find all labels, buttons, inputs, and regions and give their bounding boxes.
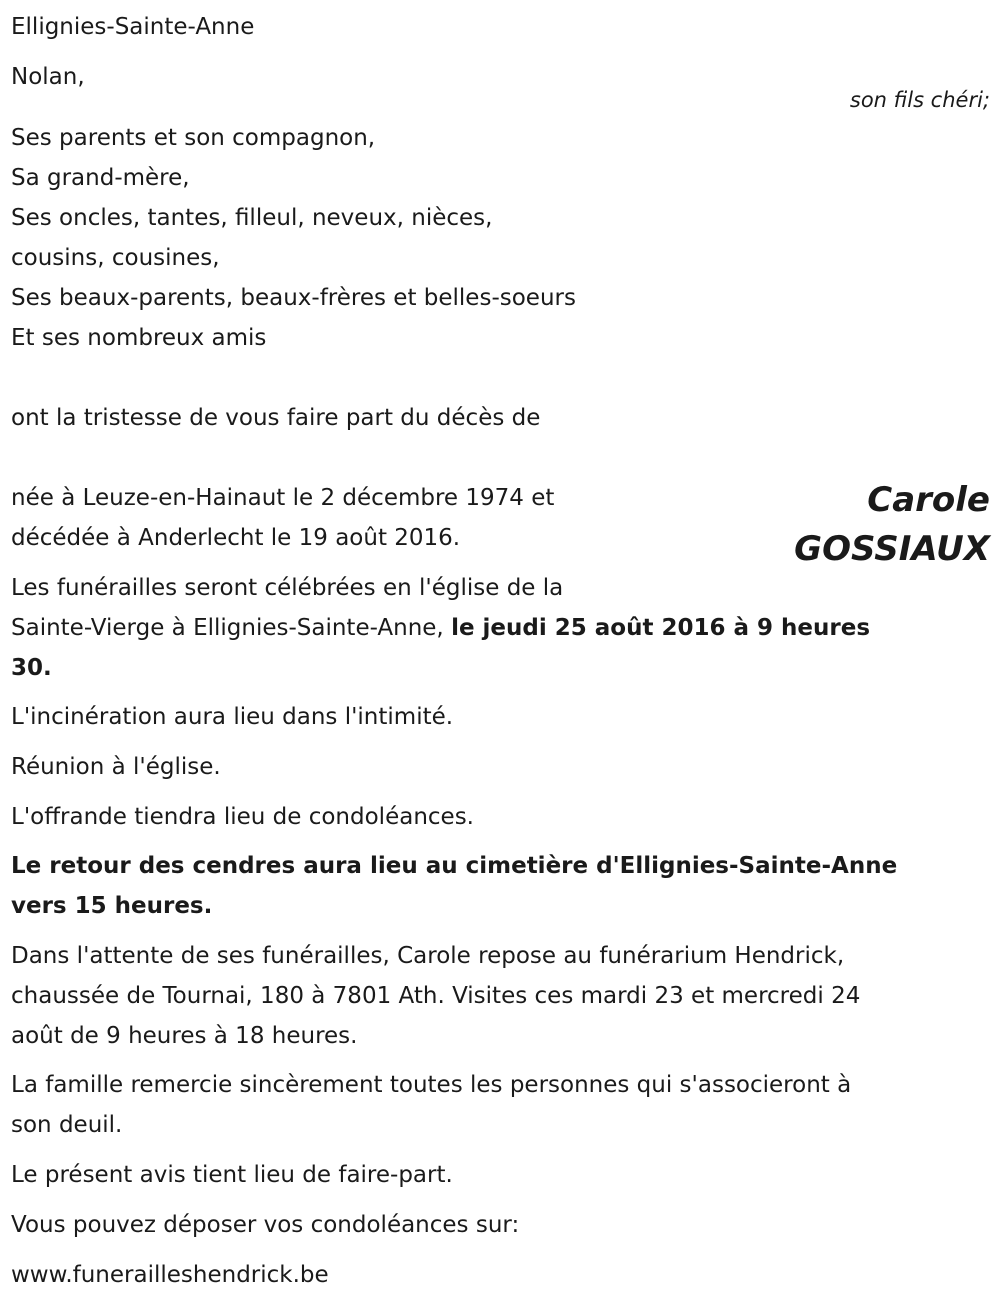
family-line: cousins, cousines,: [11, 245, 220, 271]
announcement: ont la tristesse de vous faire part du décès de: [11, 405, 541, 431]
child-name: Nolan,: [11, 64, 85, 90]
funeral-date: le jeudi 25 août 2016 à 9 heures: [451, 615, 871, 641]
funeral-line: [11, 608, 870, 648]
notice: Le présent avis tient lieu de faire-part.: [11, 1162, 453, 1188]
condolences: Vous pouvez déposer vos condoléances sur:: [11, 1212, 520, 1238]
reunion: Réunion à l'église.: [11, 754, 221, 780]
family-list: [11, 118, 576, 358]
birth-death: [11, 478, 554, 558]
relation: son fils chéri;: [849, 88, 990, 112]
visits-line: août de 9 heures à 18 heures.: [11, 1023, 358, 1049]
ashes-line: vers 15 heures.: [11, 893, 213, 919]
first-name: Carole: [867, 480, 990, 520]
family-line: Ses oncles, tantes, filleul, neveux, nièces,: [11, 205, 493, 231]
family-line: Ses beaux-parents, beaux-frères et belles-soeurs: [11, 285, 576, 311]
funeral-place: Sainte-Vierge à Ellignies-Sainte-Anne,: [11, 615, 452, 641]
deceased-name: [794, 476, 990, 574]
family-line: Sa grand-mère,: [11, 165, 190, 191]
offrande: L'offrande tiendra lieu de condoléances.: [11, 804, 474, 830]
last-name: GOSSIAUX: [794, 529, 990, 569]
funeral-line: Les funérailles seront célébrées en l'église de la: [11, 575, 564, 601]
family-line: Et ses nombreux amis: [11, 325, 267, 351]
visits-line: chaussée de Tournai, 180 à 7801 Ath. Visites ces mardi 23 et mercredi 24: [11, 983, 861, 1009]
thanks: [11, 1065, 851, 1145]
location: Ellignies-Sainte-Anne: [11, 14, 255, 40]
visits-line: Dans l'attente de ses funérailles, Carole repose au funérarium Hendrick,: [11, 943, 845, 969]
visits: [11, 936, 860, 1056]
ashes-return: [11, 846, 897, 926]
funeral-info: [11, 568, 870, 688]
thanks-line: son deuil.: [11, 1112, 123, 1138]
family-line: Ses parents et son compagnon,: [11, 125, 376, 151]
website-link[interactable]: www.funerailleshendrick.be: [11, 1262, 329, 1288]
thanks-line: La famille remercie sincèrement toutes les personnes qui s'associeront à: [11, 1072, 852, 1098]
funeral-time-end: 30.: [11, 655, 52, 681]
incineration: L'incinération aura lieu dans l'intimité.: [11, 704, 454, 730]
ashes-line: Le retour des cendres aura lieu au cimetière d'Ellignies-Sainte-Anne: [11, 853, 898, 879]
birth-line: née à Leuze-en-Hainaut le 2 décembre 1974 et: [11, 485, 555, 511]
death-line: décédée à Anderlecht le 19 août 2016.: [11, 525, 461, 551]
